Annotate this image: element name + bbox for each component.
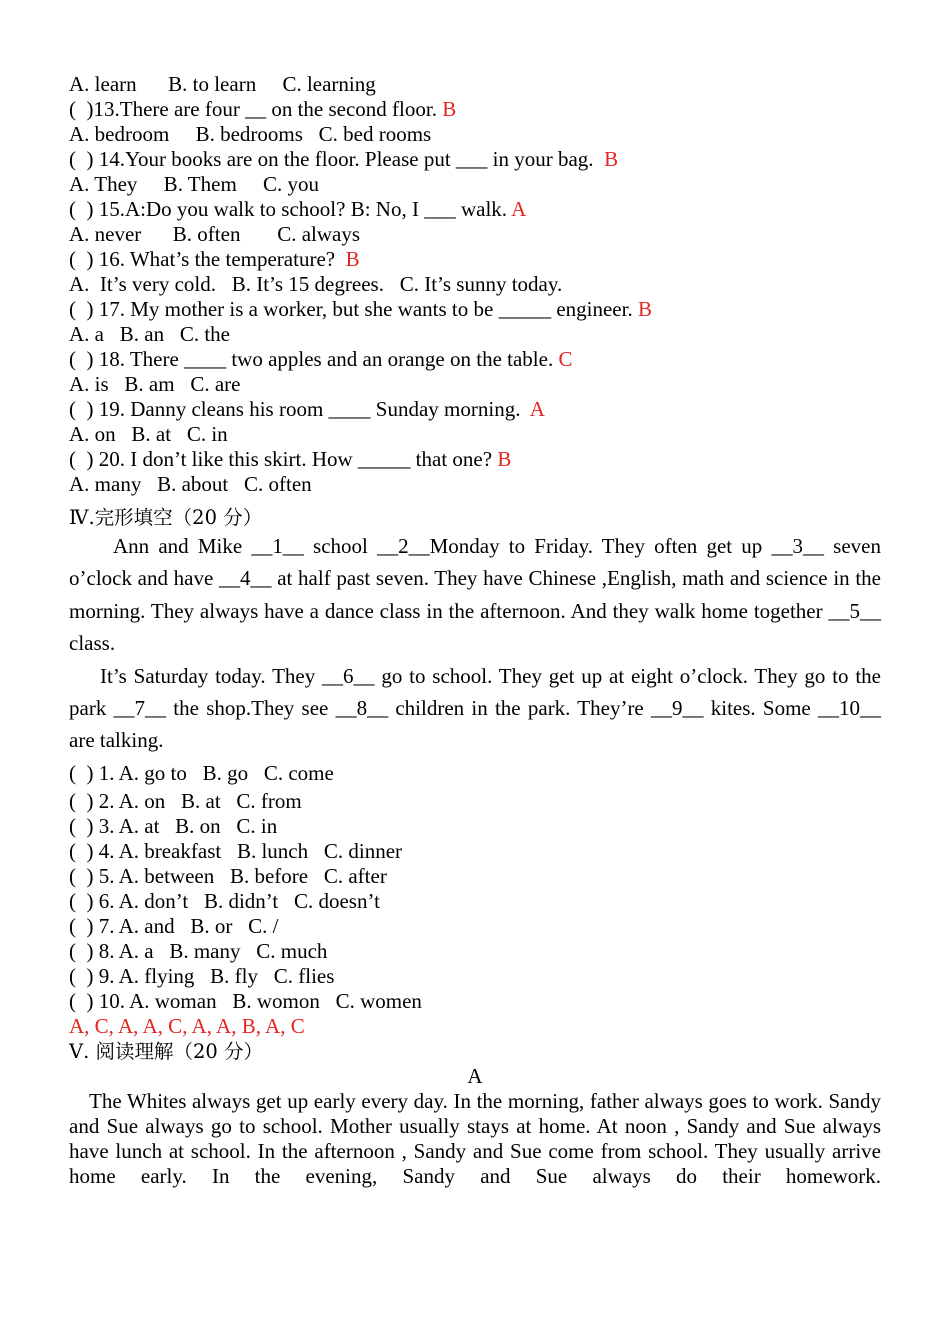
section-title: Ⅴ. 阅读理解（20 分） [69,1040,263,1064]
question-line [69,272,881,297]
question-line [69,222,881,247]
answer-key: A [511,197,527,221]
cloze-paragraph-1: Ann and Mike __1__ school __2__Monday to Friday. They often get up __3__ seven o’clock and have __4__ at half past seven. They have Chinese ,English, math and science in the morning. They always have a dance class in the afternoon. And they walk home together __5__ class. [69,534,881,656]
answer-key: B [604,147,619,171]
question-text: A. never B. often C. always [69,222,361,246]
answer-key: B [442,97,457,121]
question-text: A. bedroom B. bedrooms C. bed rooms [69,122,432,146]
question-line [69,122,881,147]
question-text: ( ) 14.Your books are on the floor. Please put ___ in your bag. [69,147,605,171]
question-line [69,197,881,222]
question-line [69,322,881,347]
question-line [69,472,881,497]
question-line [69,397,881,422]
cloze-option-line: ( ) 2. A. on B. at C. from [69,789,302,814]
cloze-option-line: ( ) 7. A. and B. or C. / [69,914,279,939]
answer-key: B [497,447,512,471]
question-line [69,422,881,447]
question-text: A. many B. about C. often [69,472,312,496]
reading-passage: The Whites always get up early every day. In the morning, father always goes to work. Sandy and Sue always go to school. Mother usually stays at home. At noon , Sandy and Sue always have lunch at school. In the afternoon , Sandy and Sue come from school. They usually arrive home early. In the evening, Sandy and Sue always do their homework. [69,1089,881,1188]
question-text: A. a B. an C. the [69,322,230,346]
answer-key: B [345,247,360,271]
answer-key: C [558,347,573,371]
question-text: ( )13.There are four __ on the second floor. [69,97,443,121]
question-line [69,297,881,322]
answer-key: B [637,297,652,321]
worksheet-page [69,72,881,1189]
choice-questions-16-20 [69,247,881,497]
cloze-option-line: ( ) 4. A. breakfast B. lunch C. dinner [69,839,403,864]
question-text: A. They B. Them C. you [69,172,320,196]
question-text: A. on B. at C. in [69,422,228,446]
question-line [69,172,881,197]
cloze-paragraph-2: It’s Saturday today. They __6__ go to school. They get up at eight o’clock. They go to the park __7__ the shop.They see __8__ children in the park. They’re __9__ kites. Some __10__ are talking. [69,663,881,753]
question-line [69,372,881,397]
cloze-answer-key: A, C, A, A, C, A, A, B, A, C [69,1014,305,1039]
cloze-option-line: ( ) 1. A. go to B. go C. come [69,760,334,785]
choice-questions-12-15 [69,72,881,247]
cloze-option-line: ( ) 6. A. don’t B. didn’t C. doesn’t [69,889,380,914]
question-text: A. learn B. to learn C. learning [69,72,376,96]
question-line [69,147,881,172]
question-line [69,247,881,272]
section-reading [69,1039,881,1189]
question-text: A. It’s very cold. B. It’s 15 degrees. C. It’s sunny today. [69,272,563,296]
question-text: ( ) 16. What’s the temperature? [69,247,346,271]
cloze-option-line: ( ) 8. A. a B. many C. much [69,939,328,964]
passage-label: A [467,1064,483,1089]
question-line [69,347,881,372]
question-line [69,447,881,472]
answer-key: A [529,397,545,421]
section-cloze [69,505,881,1039]
question-line [69,72,881,97]
question-text: ( ) 17. My mother is a worker, but she wants to be _____ engineer. [69,297,638,321]
question-text: ( ) 19. Danny cleans his room ____ Sunday morning. [69,397,530,421]
cloze-option-line: ( ) 3. A. at B. on C. in [69,814,278,839]
section-title: Ⅳ.完形填空（20 分） [69,506,263,529]
cloze-option-line: ( ) 10. A. woman B. womon C. women [69,989,422,1014]
cloze-option-line: ( ) 9. A. flying B. fly C. flies [69,964,335,989]
question-text: ( ) 20. I don’t like this skirt. How _____ that one? [69,447,498,471]
question-text: ( ) 18. There ____ two apples and an orange on the table. [69,347,559,371]
question-text: A. is B. am C. are [69,372,241,396]
question-line [69,97,881,122]
cloze-option-line: ( ) 5. A. between B. before C. after [69,864,387,889]
question-text: ( ) 15.A:Do you walk to school? B: No, I ___ walk. [69,197,512,221]
